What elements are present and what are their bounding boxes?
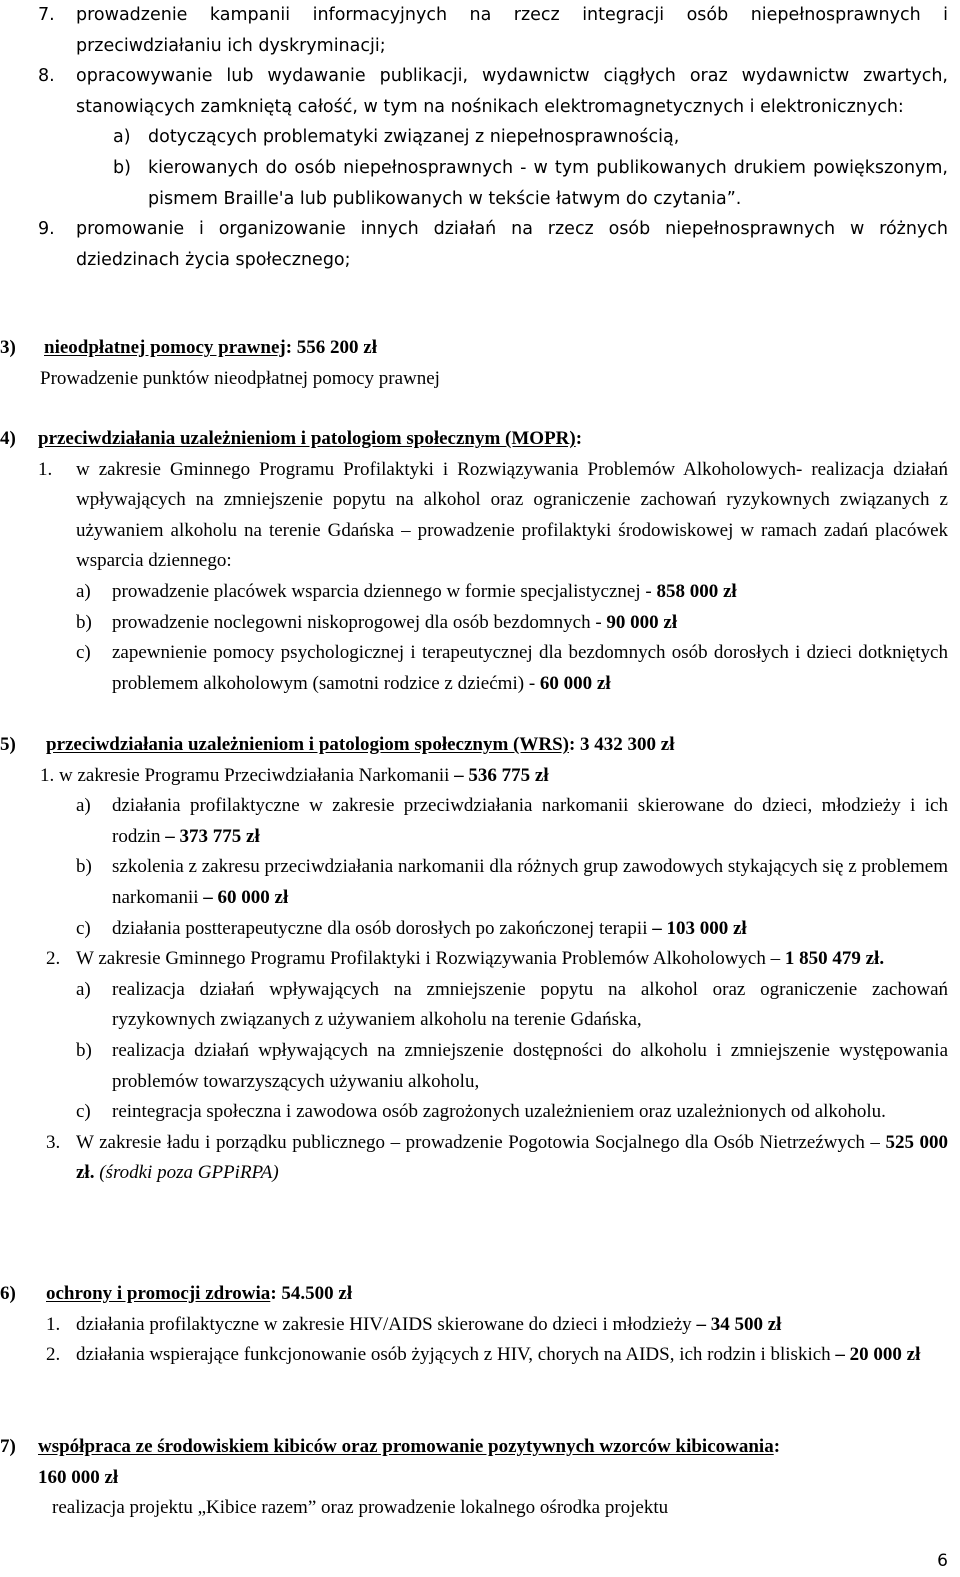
- section-title: współpraca ze środowiskiem kibiców oraz promowanie pozytywnych wzorców kibicowania: [38, 1436, 774, 1457]
- item-text: kierowanych do osób niepełnosprawnych - w tym publikowanych drukiem powiększonym, pismem Braille'a lub publikowanych w tekście łatwym do czytania”.: [148, 157, 948, 209]
- item-text: działania postterapeutyczne dla osób dorosłych po zakończonej terapii: [112, 917, 653, 939]
- section-number: 7): [0, 1436, 16, 1457]
- item-text: 1. w zakresie Programu Przeciwdziałania Narkomanii: [40, 764, 455, 786]
- item-letter: b): [76, 1039, 92, 1061]
- item-amount: – 103 000 zł: [652, 917, 747, 939]
- item-amount: 1 850 479 zł.: [784, 948, 885, 970]
- section-4-item-a: [0, 577, 948, 608]
- section-5-item-c: [0, 914, 948, 945]
- section-number: 3): [0, 337, 16, 358]
- item-text: W zakresie Gminnego Programu Profilaktyki i Rozwiązywania Problemów Alkoholowych –: [76, 948, 785, 970]
- section-amount: : 556 200 zł: [285, 337, 378, 358]
- section-5-item-2c: [0, 1097, 948, 1128]
- section-5-item-2a: [0, 975, 948, 1036]
- item-number: 2.: [46, 948, 61, 970]
- section-5-item-b: [0, 852, 948, 913]
- item-number: 3.: [46, 1131, 61, 1153]
- section-5-item-3: [0, 1128, 948, 1189]
- item-text: W zakresie ładu i porządku publicznego – prowadzenie Pogotowia Socjalnego dla Osób Nietrzeźwych –: [76, 1131, 886, 1153]
- item-text: działania profilaktyczne w zakresie przeciwdziałania narkomanii skierowane do dzieci, młodzieży i ich rodzin: [112, 795, 948, 847]
- item-letter: a): [76, 580, 91, 602]
- section-title: przeciwdziałania uzależnieniom i patologiom społecznym (WRS): [46, 734, 569, 755]
- item-letter: c): [76, 1101, 91, 1123]
- item-text: dotyczących problematyki związanej z niepełnosprawnością,: [148, 127, 680, 148]
- section-7: [0, 1432, 948, 1524]
- section-6: [0, 1279, 948, 1371]
- list-item-9: [0, 214, 948, 275]
- item-letter: a): [76, 978, 91, 1000]
- page-number: 6: [937, 1551, 948, 1571]
- item-letter: b): [76, 611, 92, 633]
- list-item-8b: [0, 153, 948, 214]
- section-4-item-b: [0, 608, 948, 639]
- item-number: 8.: [38, 66, 55, 87]
- section-4: [0, 424, 948, 699]
- section-3-heading: [0, 333, 948, 364]
- section-colon: :: [575, 428, 583, 449]
- section-amount: : 54.500 zł: [270, 1283, 353, 1304]
- item-letter: a): [113, 127, 131, 148]
- item-text: szkolenia z zakresu przeciwdziałania narkomanii dla różnych grup zawodowych stykających się z problemem narkomanii: [112, 856, 948, 908]
- item-amount: 90 000 zł: [606, 611, 678, 633]
- list-item-7: [0, 0, 948, 61]
- item-amount: – 373 775 zł: [165, 825, 260, 847]
- section-5: [0, 730, 948, 1189]
- section-4-item-1: [0, 455, 948, 577]
- item-text: realizacja działań wpływających na zmniejszenie dostępności do alkoholu i zmniejszenie występowania problemów towarzyszących używaniu alkoholu,: [112, 1039, 948, 1092]
- section-title: nieodpłatnej pomocy prawnej: [44, 337, 286, 358]
- section-5-item-2b: [0, 1036, 948, 1097]
- item-number: 9.: [38, 219, 55, 240]
- section-number: 5): [0, 734, 16, 755]
- item-text: prowadzenie placówek wsparcia dziennego w formie specjalistycznej -: [112, 580, 657, 602]
- item-letter: b): [113, 157, 131, 178]
- item-text: opracowywanie lub wydawanie publikacji, wydawnictw ciągłych oraz wydawnictw zwartych, stanowiących zamkniętą całość, w tym na nośnikach elektromagnetycznych i elektronicznych:: [76, 66, 948, 117]
- list-intro: [0, 0, 948, 275]
- section-title: ochrony i promocji zdrowia: [46, 1283, 271, 1304]
- section-5-item-1: [0, 761, 948, 792]
- item-amount: – 60 000 zł: [203, 886, 289, 908]
- item-text: prowadzenie kampanii informacyjnych na rzecz integracji osób niepełnosprawnych i przeciwdziałaniu ich dyskryminacji;: [76, 5, 948, 56]
- item-text: reintegracja społeczna i zawodowa osób zagrożonych uzależnieniem oraz uzależnionych od alkoholu.: [112, 1101, 886, 1123]
- section-4-item-c: [0, 638, 948, 699]
- section-number: 6): [0, 1283, 16, 1304]
- section-4-heading: [0, 424, 948, 455]
- section-amount: : 160 000 zł: [38, 1436, 781, 1488]
- section-number: 4): [0, 428, 16, 449]
- item-amount: 525 000 zł.: [76, 1131, 949, 1184]
- item-text: prowadzenie noclegowni niskoprogowej dla osób bezdomnych -: [112, 611, 607, 633]
- list-item-8: [0, 61, 948, 122]
- item-text: działania wspierające funkcjonowanie osób żyjących z HIV, chorych na AIDS, ich rodzin i bliskich: [76, 1344, 836, 1366]
- section-3-description: Prowadzenie punktów nieodpłatnej pomocy prawnej: [40, 367, 440, 389]
- section-7-description: realizacja projektu „Kibice razem” oraz prowadzenie lokalnego ośrodka projektu: [52, 1497, 669, 1519]
- section-7-heading: [0, 1432, 948, 1493]
- section-amount: : 3 432 300 zł: [568, 734, 675, 755]
- item-text: promowanie i organizowanie innych działań na rzecz osób niepełnosprawnych w różnych dziedzinach życia społecznego;: [76, 219, 948, 270]
- item-letter: a): [76, 795, 91, 817]
- item-text: w zakresie Gminnego Programu Profilaktyki i Rozwiązywania Problemów Alkoholowych- realizacja działań wpływających na zmniejszenie popytu na alkohol oraz ograniczenie zachowań ryzykownych związanych z używaniem alkoholu na terenie Gdańska – prowadzenie profilaktyki środowiskowej w ramach zadań placówek wsparcia dziennego:: [76, 458, 948, 572]
- item-text: realizacja działań wpływających na zmniejszenie popytu na alkohol oraz ograniczenie zachowań ryzykownych związanych z używaniem alkoholu na terenie Gdańska,: [112, 978, 948, 1031]
- item-amount: 60 000 zł: [539, 672, 611, 694]
- item-letter: b): [76, 856, 92, 878]
- item-text: zapewnienie pomocy psychologicznej i terapeutycznej dla bezdomnych osób dorosłych i dzieci dotkniętych problemem alkoholowym (samotni rodzice z dziećmi) -: [112, 642, 948, 694]
- section-5-item-2: [0, 944, 948, 975]
- item-amount: – 20 000 zł: [835, 1344, 921, 1366]
- list-item-8a: [0, 122, 948, 153]
- item-letter: c): [76, 642, 91, 664]
- section-title: przeciwdziałania uzależnieniom i patologiom społecznym (MOPR): [38, 428, 576, 449]
- section-5-item-a: [0, 791, 948, 852]
- item-number: 1.: [46, 1313, 61, 1335]
- section-5-heading: [0, 730, 948, 761]
- item-note: (środki poza GPPiRPA): [94, 1162, 279, 1184]
- item-amount: – 536 775 zł: [454, 764, 549, 786]
- section-6-heading: [0, 1279, 948, 1310]
- item-number: 2.: [46, 1344, 61, 1366]
- item-amount: 858 000 zł: [656, 580, 737, 602]
- item-number: 1.: [38, 458, 53, 480]
- section-6-item-2: [0, 1340, 948, 1371]
- item-amount: – 34 500 zł: [696, 1313, 782, 1335]
- item-number: 7.: [38, 5, 55, 25]
- section-6-item-1: [0, 1310, 948, 1341]
- section-3: [0, 333, 948, 394]
- item-letter: c): [76, 917, 91, 939]
- item-text: działania profilaktyczne w zakresie HIV/AIDS skierowane do dzieci i młodzieży: [76, 1313, 697, 1335]
